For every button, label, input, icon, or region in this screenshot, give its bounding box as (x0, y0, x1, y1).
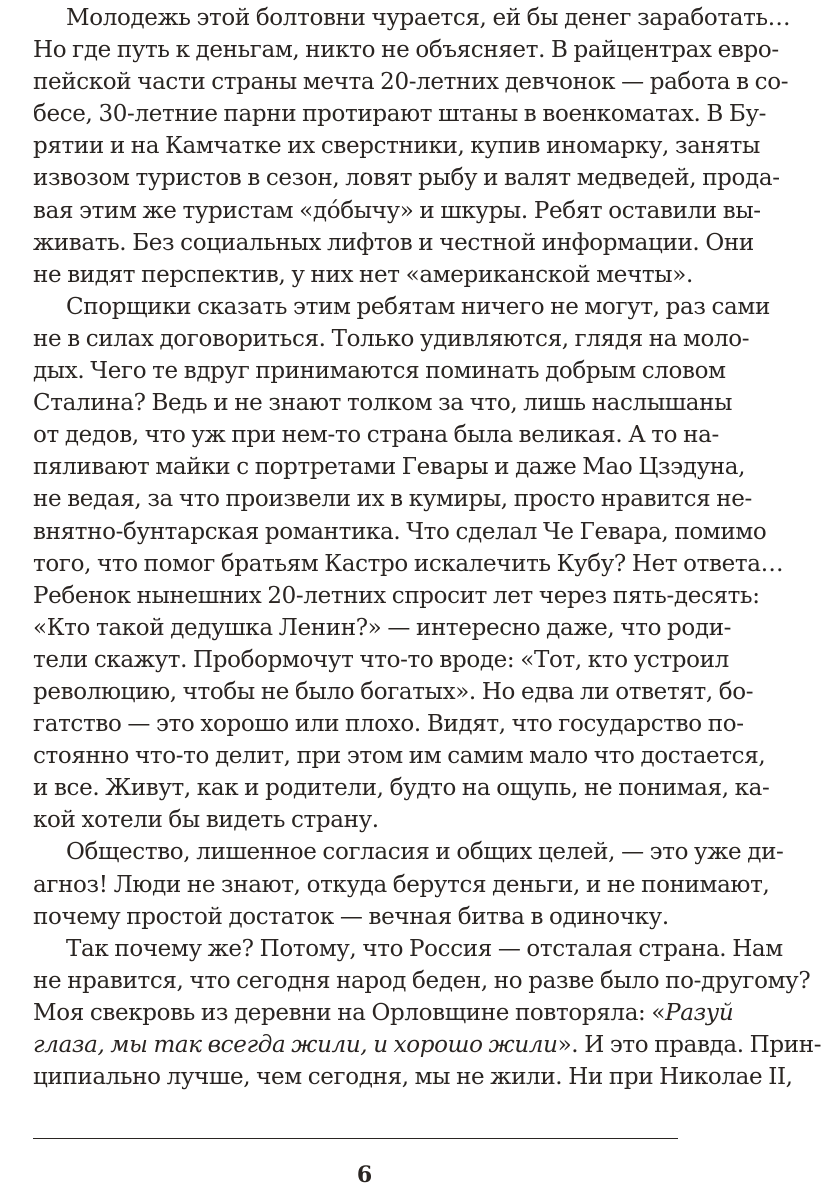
text-line: пейской части страны мечта 20-летних девчонок — работа в со- (33, 69, 789, 96)
text-line: того, что помог братьям Кастро искалечить Кубу? Нет ответа… (33, 550, 784, 577)
text-line: революцию, чтобы не было богатых». Но едва ли ответят, бо- (33, 678, 754, 705)
text-line: Спорщики сказать этим ребятам ничего не могут, раз сами (66, 293, 770, 320)
text-line: не в силах договориться. Только удивляются, глядя на моло- (33, 325, 750, 352)
quote-italic: глаза, мы так всегда жили, и хорошо жили (33, 1032, 558, 1058)
text-line: бесе, 30-летние парни протирают штаны в военкоматах. В Бу- (33, 101, 767, 128)
text-line: от дедов, что уж при нем-то страна была великая. А то на- (33, 422, 719, 449)
text-line: рятии и на Камчатке их сверстники, купив иномарку, заняты (33, 133, 760, 160)
text-line (33, 1029, 821, 1061)
footer-rule (33, 1138, 678, 1139)
text-line: ципиально лучше, чем сегодня, мы не жили. Ни при Николае II, (33, 1064, 793, 1091)
text-line: не нравится, что сегодня народ беден, но разве было по-другому? (33, 967, 811, 994)
text-line: почему простой достаток — вечная битва в одиночку. (33, 903, 669, 930)
page-number: 6 (356, 1162, 373, 1188)
text-line: внятно-бунтарская романтика. Что сделал Че Гевара, помимо (33, 518, 767, 545)
text-line: извозом туристов в сезон, ловят рыбу и валят медведей, прода- (33, 165, 780, 192)
quote-lead: Моя свекровь из деревни на Орловщине повторяла: « (33, 999, 666, 1026)
text-line: Молодежь этой болтовни чурается, ей бы денег заработать… (66, 5, 791, 31)
text-line: вая этим же туристам «до́бычу» и шкуры. Ребят оставили вы- (33, 197, 761, 224)
body-text (33, 2, 821, 1093)
text-line: кой хотели бы видеть страну. (33, 807, 379, 834)
text-line: Так почему же? Потому, что Россия — отсталая страна. Нам (66, 935, 783, 962)
text-line: Сталина? Ведь и не знают толком за что, лишь наслышаны (33, 390, 733, 417)
quote-italic: Разуй (665, 999, 734, 1026)
text-line: Но где путь к деньгам, никто не объясняет. В райцентрах евро- (33, 37, 779, 64)
text-line: агноз! Люди не знают, откуда берутся деньги, и не понимают, (33, 871, 770, 898)
text-line: и все. Живут, как и родители, будто на ощупь, не понимая, ка- (33, 775, 770, 802)
text-line: не видят перспектив, у них нет «американской мечты». (33, 261, 693, 288)
text-line: гатство — это хорошо или плохо. Видят, что государство по- (33, 711, 744, 738)
text-line: дых. Чего те вдруг принимаются поминать добрым словом (33, 358, 726, 385)
text-line: живать. Без социальных лифтов и честной информации. Они (33, 229, 754, 256)
text-line: Ребенок нынешних 20-летних спросит лет через пять-десять: (33, 582, 760, 609)
text-line: стоянно что-то делит, при этом им самим мало что достается, (33, 743, 766, 770)
text-line: не ведая, за что произвели их в кумиры, просто нравится не- (33, 486, 752, 513)
text-line: Общество, лишенное согласия и общих целей, — это уже ди- (66, 839, 784, 866)
text-line (33, 997, 734, 1029)
text-line: тели скажут. Пробормочут что-то вроде: «Тот, кто устроил (33, 646, 729, 673)
quote-tail: ». И это правда. Прин- (557, 1032, 821, 1058)
text-line: «Кто такой дедушка Ленин?» — интересно даже, что роди- (33, 614, 732, 641)
text-line: пяливают майки с портретами Гевары и даже Мао Цзэдуна, (33, 454, 746, 481)
